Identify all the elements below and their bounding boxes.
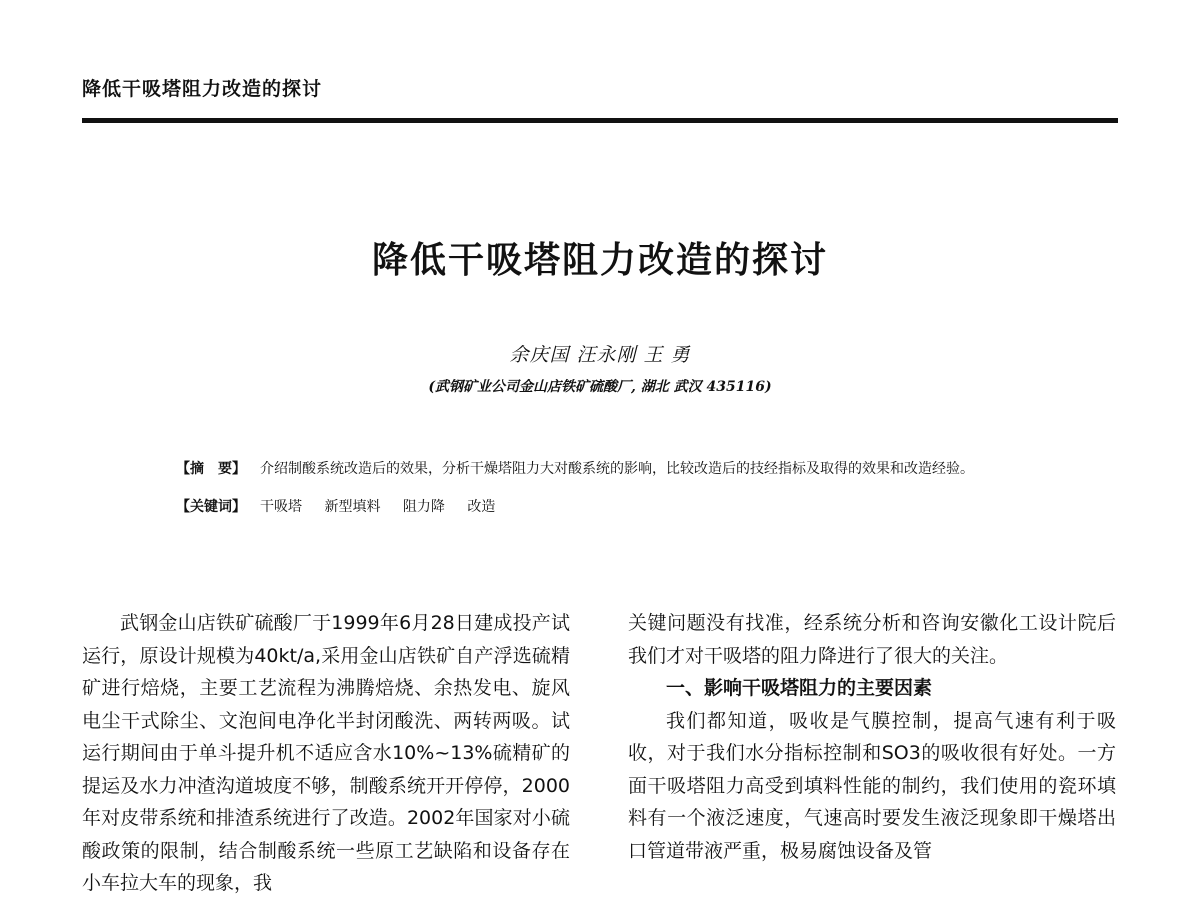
body-paragraph: 我们都知道，吸收是气膜控制，提高气速有利于吸收，对于我们水分指标控制和SO3的吸收很有好处。一方面干吸塔阻力高受到填料性能的制约，我们使用的瓷环填料有一个液泛速度，气速高时要发生液泛现象即干燥塔出口管道带液严重，极易腐蚀设备及管: [628, 709, 1116, 862]
body-paragraph: 武钢金山店铁矿硫酸厂于1999年6月28日建成投产试运行，原设计规模为40kt/a,采用金山店铁矿自产浮选硫精矿进行焙烧，主要工艺流程为沸腾焙烧、余热发电、旋风电尘干式除尘、文泡间电净化半封闭酸洗、两转两吸。试运行期间由于单斗提升机不适应含水10%~13%硫精矿的提运及水力冲渣沟道坡度不够，制酸系统开开停停，2000年对皮带系统和排渣系统进行了改造。2002年国家对小硫酸政策的限制，结合制酸系统一些原工艺缺陷和设备存在小车拉大车的现象，我: [82, 612, 570, 894]
keyword: 新型填料: [324, 499, 381, 515]
keyword: 阻力降: [402, 499, 445, 515]
abstract-block: [176, 456, 1026, 521]
keyword: 干吸塔: [260, 499, 302, 515]
paper-title: 降低干吸塔阻力改造的探讨: [371, 240, 828, 281]
running-head: 降低干吸塔阻力改造的探讨: [82, 78, 323, 100]
keywords-label: 【关键词】: [176, 499, 246, 515]
header-rule: [82, 118, 1118, 123]
body-column-right: [628, 607, 1116, 867]
abstract: [176, 456, 1026, 483]
section-heading: 一、影响干吸塔阻力的主要因素: [666, 677, 933, 699]
keywords-list: [260, 494, 1026, 521]
body-column-left: [82, 607, 570, 900]
body-paragraph: 关键问题没有找准，经系统分析和咨询安徽化工设计院后我们才对干吸塔的阻力降进行了很大的关注。: [628, 612, 1116, 667]
abstract-text: 介绍制酸系统改造后的效果，分析干燥塔阻力大对酸系统的影响，比较改造后的技经指标及取得的效果和改造经验。: [260, 461, 974, 477]
keywords: [176, 494, 1026, 521]
affiliation: (武钢矿业公司金山店铁矿硫酸厂, 湖北 武汉 435116): [428, 379, 772, 395]
keyword: 改造: [467, 499, 496, 515]
abstract-label: 【摘 要】: [176, 461, 246, 477]
authors: 余庆国 汪永刚 王 勇: [509, 344, 691, 366]
